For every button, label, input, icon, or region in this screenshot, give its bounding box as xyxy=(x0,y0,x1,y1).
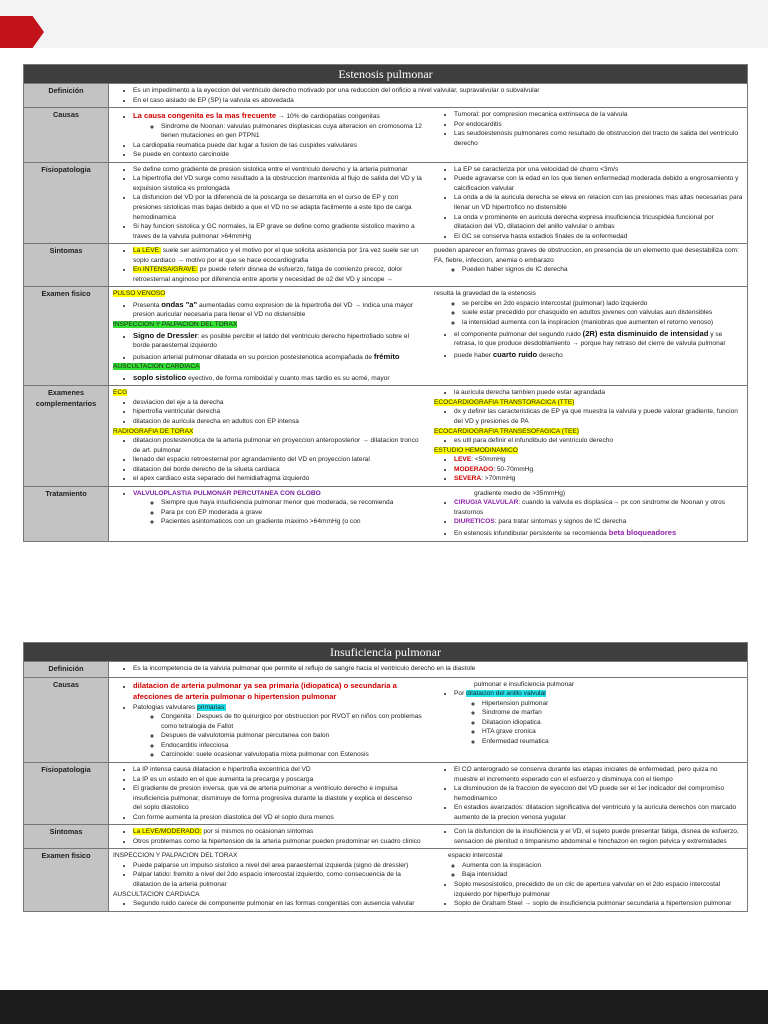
row-label: Definición xyxy=(24,84,109,108)
list-item: • desviacion del eje a la derecha xyxy=(133,398,422,408)
list-item: • Se define como gradiente de presion sistolica entre el ventriculo derecho y la arteria pulmonar xyxy=(133,165,422,175)
insuficiencia-definicion-row xyxy=(24,662,748,678)
list-item: • Signo de Dressler: es posible percibir el latido del ventriculo derecho hipertrofiado sobre el borde paraesternal izquierdo xyxy=(133,330,422,351)
list-item: • Otros problemas como la hipertension de la arteria pulmonar pueden predominar en cuadro clinico xyxy=(133,837,422,847)
list-item: • el componente pulmonar del segundo ruido (2R) esta disminuido de intensidad y se retrasa, lo que produce desdoblamiento → porque hay retraso del cierre de valvula pulmonar xyxy=(454,328,743,349)
row-label: Tratamiento xyxy=(24,486,109,541)
list-item: • SEVERA: >70mmHg xyxy=(454,474,743,484)
row-label: Sintomas xyxy=(24,825,109,849)
list-item: • Patologias valvulares primarias: ◦ Congenita : Despues de tto quirurgico por obstruccion por RVOT en niños con problemas como tetralogia de Fallot ◦ Despues de valvulotomia pulmonar percutanea con balon ◦ Endocarditis infecciosa ◦ Carcinoide: suele ocasionar valvulopatia mixta pulmonar con Estenosis xyxy=(133,703,422,760)
list-item: • dilatacion de auricula derecha en adultos con EP intensa xyxy=(133,417,422,427)
list-item: ◦ HTA grave cronica xyxy=(482,727,743,737)
list-item: • Con la disfuncion de la insuficiencia y el VD, el sujeto puede presentar fatiga, disnea de esfuerzo, sensacion de plenitud o timpanismo abdominal e hinchazon en region pelvica y extremidades xyxy=(454,827,743,846)
list-item: ◦ Hipertension pulmonar xyxy=(482,699,743,709)
estenosis-table xyxy=(23,64,748,542)
list-item: ◦ la intensidad aumenta con la inspiracion (maniobras que aumenten el retorno venoso) xyxy=(462,318,743,328)
row-label: Examen fisico xyxy=(24,287,109,386)
page-marker-tab xyxy=(0,16,44,48)
list-item: • Es la incompetencia de la valvula pulmonar que permite el reflujo de sangre hacia el ventriculo derecho en la diastole xyxy=(133,664,743,674)
list-item: • El gradiente de presion inversa, que va de arteria pulmonar a ventriculo derecho e impulsa insuficiencia pulmonar, disminuye de forma progresiva durante la diastole y explica el descenso del soplo diastolico xyxy=(133,784,422,813)
list-item: ◦ Baja intensidad xyxy=(462,870,743,880)
list-item: • La IP es un estado en el que aumenta la precarga y poscarga xyxy=(133,775,422,785)
list-item: • La disfuncion del VD por la diferencia de la poscarga se desarrolla en el curso de EP y con presiones sistolicas mas bajas debido a que el VD no se adapta facilmente a este tipo de carga hemodinamica xyxy=(133,193,422,222)
list-item: • Es un impedimento a la eyeccion del ventriculo derecho motivado por una reduccion del orificio a nivel valvular, supravalvular o subvalvular xyxy=(133,86,743,96)
list-item: ◦ Aumenta con la inspiracion xyxy=(462,861,743,871)
list-item: • puede haber cuarto ruido derecho xyxy=(454,349,743,361)
list-item: • Presenta ondas "a" aumentadas como expresion de la hipertrofia del VD → indica una mayor presion auricular necesaria para llenar el VD no distensible xyxy=(133,299,422,320)
list-item: • Por endocarditis xyxy=(454,120,743,130)
list-item: • el apex cardiaco esta separado del hemidiafragma izquierdo xyxy=(133,474,422,484)
list-item: • Se puede en contexto carcinoide xyxy=(133,150,422,160)
list-item: • En estadios avanzados: dilatacion significativa del ventriculo y la auricula derechos con marcado aumento de la precion venosa yugular xyxy=(454,803,743,822)
insuficiencia-sintomas-row xyxy=(24,825,748,849)
list-item: ◦ se percibe en 2do espacio intercostal (pulmonar) lado izquierdo xyxy=(462,299,743,309)
row-label: Definición xyxy=(24,662,109,678)
list-item: • Soplo de Graham Steel → soplo de insuficiencia pulmonar secundaria a hipertension pulmonar xyxy=(454,899,743,909)
estenosis-tratamiento-row xyxy=(24,486,748,541)
list-item: • DIURETICOS: para tratar sintomas y signos de IC derecha xyxy=(454,517,743,527)
list-item: ◦ Endocarditis infecciosa xyxy=(161,741,422,751)
list-item: • Por dilatacion del anillo valvular ◦ Hipertension pulmonar ◦ Sindrome de marfan ◦ Dilatacion idiopatica ◦ HTA grave cronica ◦ Enfermedad reumatica xyxy=(454,689,743,746)
list-item: ◦ Dilatacion idiopatica xyxy=(482,718,743,728)
section-heading: PULSO VENOSO xyxy=(113,290,166,298)
list-item: • LEVE: <50mmHg xyxy=(454,455,743,465)
list-item: • Si hay funcion sistolica y GC normales, la EP grave se define como gradiente sistolico maximo a traves de la valvula pulmonar >64mmHg xyxy=(133,222,422,241)
list-item: • La EP se caracteriza por una velocidad de chorro <3m/s xyxy=(454,165,743,175)
list-item: • La LEVE: suele ser asintomatico y el motivo por el que solicita asistencia por 1ra vez suele ser un soplo cardiaco → motivo por el que se hace ecocardiografia xyxy=(133,246,422,265)
list-item: • hipertrofia ventricular derecha xyxy=(133,407,422,417)
list-item: • llenado del espacio retroesternal por agrandamiento del VD en proyeccion lateral xyxy=(133,455,422,465)
continued-text: pueden aparecer en formas graves de obstruccion, en presencia de un elemento que desestabiliza com: FA, fiebre, infeccion, anemia o embarazo xyxy=(434,247,739,264)
list-item: • Soplo mesosistolico, precedido de un clic de apertura valvular en el 2do espacio intercostal izquierdo por hiperflujo pulmonar xyxy=(454,880,743,899)
estenosis-fisiopatologia-row xyxy=(24,162,748,243)
section-heading: RADIOGRAFIA DE TORAX xyxy=(113,427,194,435)
list-item: ◦ Para px con EP moderada a grave xyxy=(161,508,422,518)
list-item: • es util para definir el infundibulo del ventriculo derecho xyxy=(454,436,743,446)
estenosis-sintomas-row xyxy=(24,244,748,287)
section-heading: AUSCULTACION CARDIACA xyxy=(113,363,200,371)
list-item: • Las seudoestenosis pulmonares como resultado de obstruccion del tracto de salida del ventriculo derecho xyxy=(454,129,743,148)
list-item: • Segundo ruido carece de componente pulmonar en las formas congenitas con ausencia valvular xyxy=(133,899,422,909)
row-label: Fisiopatologia xyxy=(24,762,109,824)
list-item: • CIRUGIA VALVULAR: cuando la valvula es displasica→ px con sindrome de Noonan y otros trastornos xyxy=(454,498,743,517)
estenosis-causas-row xyxy=(24,108,748,163)
list-item: • Con forme aumenta la presion diastolica del VD el soplo dura menos xyxy=(133,813,422,823)
continued-text: espacio intercostal xyxy=(448,852,503,860)
row-label: Causas xyxy=(24,677,109,762)
row-label: Examen fisico xyxy=(24,849,109,911)
row-label: Sintomas xyxy=(24,244,109,287)
estenosis-title: Estenosis pulmonar xyxy=(24,65,748,84)
viewer-top-bar xyxy=(0,0,768,48)
list-item: • la auricula derecha tambien puede estar agrandada xyxy=(454,388,743,398)
list-item: • Tumoral: por compresion mecanica extrinseca de la valvula xyxy=(454,110,743,120)
viewer-bottom-bar xyxy=(0,990,768,1024)
estenosis-complementarios-row xyxy=(24,386,748,486)
list-item: • dilatacion de arteria pulmonar ya sea primaria (idiopatica) o secundaria a afecciones de arteria pulmonar o hipertension pulmonar xyxy=(133,680,422,703)
continued-text: resulta la gravedad de la estenosis xyxy=(434,290,536,298)
list-item: • La onda a de la auricula derecha se eleva en relacion con las presiones mas altas necesarias para llenar un VD hipertrofico no distensible xyxy=(454,193,743,212)
row-label: Examenes complementarios xyxy=(24,386,109,486)
continued-text: pulmonar e insuficiencia pulmonar xyxy=(474,680,575,688)
section-heading: ECOCARDIOGRAFIA TRANSTORACICA (TTE) xyxy=(434,398,575,406)
list-item: • En estenosis infundibular persistente se recomienda beta bloqueadores xyxy=(454,527,743,539)
list-item: • El GC se conserva hasta estadios finales de la enfermedad xyxy=(454,232,743,242)
list-item: • En INTENSA/GRAVE: px puede referir disnea de esfuerzo, fatiga de comienzo precoz, dolor retroesternal anginoso por diferencia entre aporte y necesidad de o2 del VD y sincope → xyxy=(133,265,422,284)
list-item: ◦ Pacientes asintomaticos con un gradiente maximo >64mmHg (o con xyxy=(161,517,422,527)
list-item: • Palpar latido: fremito a nivel del 2do espacio intercostal izquierdo, como consecuencia de la dilatacion de la arteria pulmonar xyxy=(133,870,422,889)
list-item: • El CO anterogrado se conserva durante las etapas iniciales de enfermedad, pero quiza no muestre el incremento esperado con el esfuerzo y disminuya con el tiempo xyxy=(454,765,743,784)
list-item: • soplo sistolico eyectivo, de forma romboidal y cuanto mas tardio es su acmé, mayor xyxy=(133,372,422,384)
list-item: ◦ Congenita : Despues de tto quirurgico por obstruccion por RVOT en niños con problemas como tetralogia de Fallot xyxy=(161,712,422,731)
list-item: ◦ Pueden haber signos de IC derecha xyxy=(462,265,743,275)
insuficiencia-title: Insuficiencia pulmonar xyxy=(24,643,748,662)
list-item: ◦ Siempre que haya insuficiencia pulmonar menor que moderada, se recomienda xyxy=(161,498,422,508)
list-item: • dilatacion del borde derecho de la silueta cardiaca xyxy=(133,465,422,475)
list-item: • pulsacion arterial pulmonar dilatada en su porcion postestenotica acompañada de frémito xyxy=(133,351,422,363)
insuficiencia-fisiopatologia-row xyxy=(24,762,748,824)
continued-text: gradiente medio de >35mmHg) xyxy=(474,489,566,497)
list-item: • La IP intensa causa dilatacion e hipertrofia excentrica del VD xyxy=(133,765,422,775)
section-heading: AUSCULTACION CARDIACA xyxy=(113,890,200,898)
row-label: Fisiopatologia xyxy=(24,162,109,243)
section-heading: ESTUDIO HEMODINAMICO xyxy=(434,446,518,454)
list-item: • En el caso aislado de EP (SP) la valvula es abovedada xyxy=(133,96,743,106)
list-item: • Puede agravarse con la edad en los que tienen enfermedad moderada debido a engrosamiento y calcificacion valvular xyxy=(454,174,743,193)
list-item: • dilatacion postestenotica de la arteria pulmonar en proyeccion anteroposterior → dilatacion tronco de art. pulmonar xyxy=(133,436,422,455)
list-item: ◦ Sindrome de marfan xyxy=(482,708,743,718)
list-item: ◦ suele estar precedido por chasquido en adultos jovenes con valvulas aun distensibles xyxy=(462,308,743,318)
list-item: • La hipertrofia del VD surge como resultado a la obstruccion mantenida al flujo de salida del VD y la expulsion sistolica es prolongada xyxy=(133,174,422,193)
section-heading: ECOCARDIOGRAFIA TRANSESOFAGICA (TEE) xyxy=(434,427,579,435)
list-item: • Puede palparse un impulso sistolico a nivel del area paraesternal izquierda (signo de dressler) xyxy=(133,861,422,871)
list-item: • MODERADO: 50-70mmHg xyxy=(454,465,743,475)
insuficiencia-causas-row xyxy=(24,677,748,762)
list-item: • La LEVE/MODERADO: por si mismos no ocasionan sintomas xyxy=(133,827,422,837)
list-item: • La disminucion de la fraccion de eyeccion del VD puede ser el 1er indicador del compromiso hemodinamico xyxy=(454,784,743,803)
estenosis-definicion-row xyxy=(24,84,748,108)
row-label: Causas xyxy=(24,108,109,163)
list-item: • La cardiopatia reumatica puede dar lugar a fusion de las cuspides valvulares xyxy=(133,141,422,151)
insuficiencia-examen-row xyxy=(24,849,748,911)
section-heading: INSPECCION Y PALPACION DEL TORAX xyxy=(113,321,238,329)
list-item: • La causa congenita es la mas frecuente → 10% de cardiopatias congenitas ◦ Sindrome de Noonan: valvulas pulmonares displasicas cuya alteracion en cromosoma 12 tienen mutaciones en gen PTPN1 xyxy=(133,110,422,141)
list-item: ◦ Sindrome de Noonan: valvulas pulmonares displasicas cuya alteracion en cromosoma 12 tienen mutaciones en gen PTPN1 xyxy=(161,122,422,141)
insuficiencia-table xyxy=(23,642,748,912)
section-heading: INSPECCION Y PALPACION DEL TORAX xyxy=(113,852,238,860)
list-item: ◦ Carcinoide: suele ocasionar valvulopatia mixta pulmonar con Estenosis xyxy=(161,750,422,760)
list-item: • VALVULOPLASTIA PULMONAR PERCUTANEA CON GLOBO ◦ Siempre que haya insuficiencia pulmonar menor que moderada, se recomienda ◦ Para px con EP moderada a grave ◦ Pacientes asintomaticos con un gradiente maximo >64mmHg (o con xyxy=(133,489,422,527)
list-item: ◦ Enfermedad reumatica xyxy=(482,737,743,747)
section-heading: ECG xyxy=(113,389,128,397)
list-item: ◦ Despues de valvulotomia pulmonar percutanea con balon xyxy=(161,731,422,741)
estenosis-examen-row xyxy=(24,287,748,386)
list-item: • dx y definir las caracteristicas de EP ya que muestra la valvula y puede valorar gradiente, funcion del VD y presiones de PA xyxy=(454,407,743,426)
list-item: • La onda v prominente en auricula derecha expresa insuficiencia tricuspidea funcional por dilatacion del VD, dilatacion del anillo valvular o ambas xyxy=(454,213,743,232)
